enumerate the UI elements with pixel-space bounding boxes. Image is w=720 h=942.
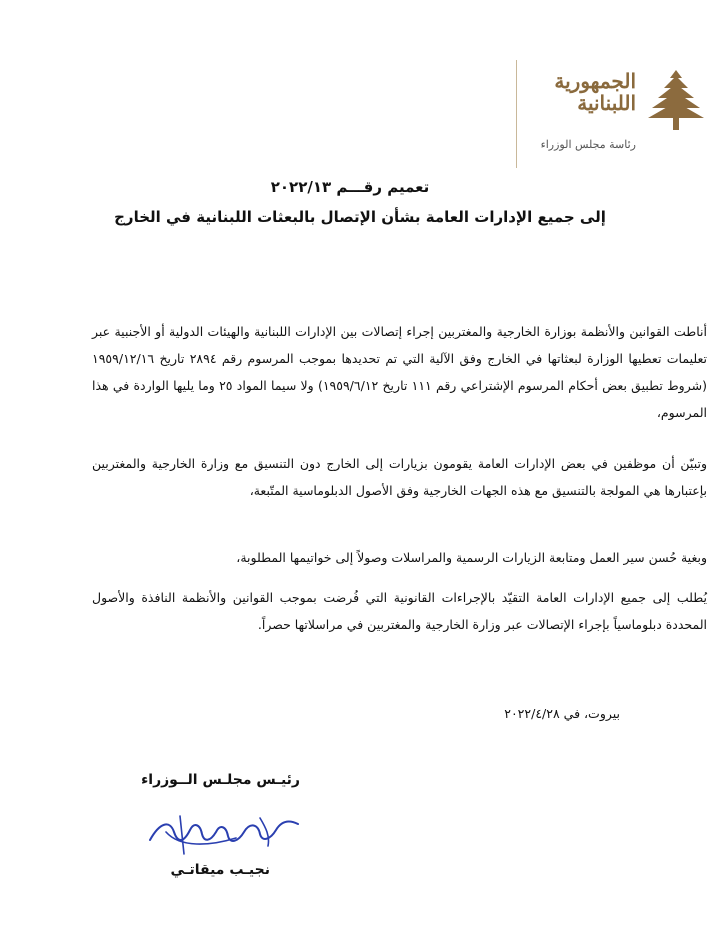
handwritten-signature — [140, 802, 310, 862]
signer-title: رئيـس مجلـس الــوزراء — [141, 772, 300, 788]
circular-title: تعميم رقـــم ٢٠٢٢/١٣ — [270, 178, 430, 196]
body-paragraph-2: وتبيّن أن موظفين في بعض الإدارات العامة يقومون بزيارات إلى الخارج دون التنسيق مع وزارة الخارجية والمغتربين بإعتبارها هي المولجة بالتنسيق مع هذه الجهات الخارجية وفق الأصول الدبلوماسية المتّبعة، — [92, 456, 707, 498]
body-paragraph-1: أناطت القوانين والأنظمة بوزارة الخارجية والمغتربين إجراء إتصالات بين الإدارات اللبنانية والهيئات الدولية أو الأجنبية عبر تعليمات تعطيها الوزارة لبعثاتها في الخارج وفق الآلية التي تم تحديدها بموجب المرسوم رقم ٢٨٩٤ تاريخ ١٩٥٩/١٢/١٦ (شروط تطبيق بعض أحكام المرسوم الإشتراعي رقم ١١١ تاريخ ١٩٥٩/٦/١٢) ولا سيما المواد ٢٥ وما يليها الواردة في هذا المرسوم، — [92, 324, 707, 420]
date-line: بيروت، في ٢٠٢٢/٤/٢٨ — [504, 706, 620, 721]
signer-name: نجيـب ميقاتـي — [170, 862, 270, 878]
republic-line-2: اللبنانية — [577, 91, 636, 115]
republic-name — [526, 70, 636, 114]
office-name: رئاسة مجلس الوزراء — [540, 138, 636, 151]
letterhead — [516, 60, 716, 170]
republic-line-1: الجمهورية — [554, 69, 636, 93]
cedar-icon — [646, 68, 706, 132]
circular-subject: إلى جميع الإدارات العامة بشأن الإتصال بالبعثات اللبنانية في الخارج — [114, 208, 606, 226]
body-paragraph-3: وبغية حُسن سير العمل ومتابعة الزيارات الرسمية والمراسلات وصولاً إلى خواتيمها المطلوبة، — [236, 550, 707, 565]
signature-block — [110, 772, 310, 892]
body-paragraph-4: يُطلب إلى جميع الإدارات العامة التقيّد بالإجراءات القانونية التي فُرضت بموجب القوانين والأنظمة النافذة والأصول المحددة دبلوماسياً بإجراء الإتصالات عبر وزارة الخارجية والمغتربين في مراسلاتها حصراً. — [92, 590, 707, 632]
letterhead-divider — [516, 60, 517, 168]
